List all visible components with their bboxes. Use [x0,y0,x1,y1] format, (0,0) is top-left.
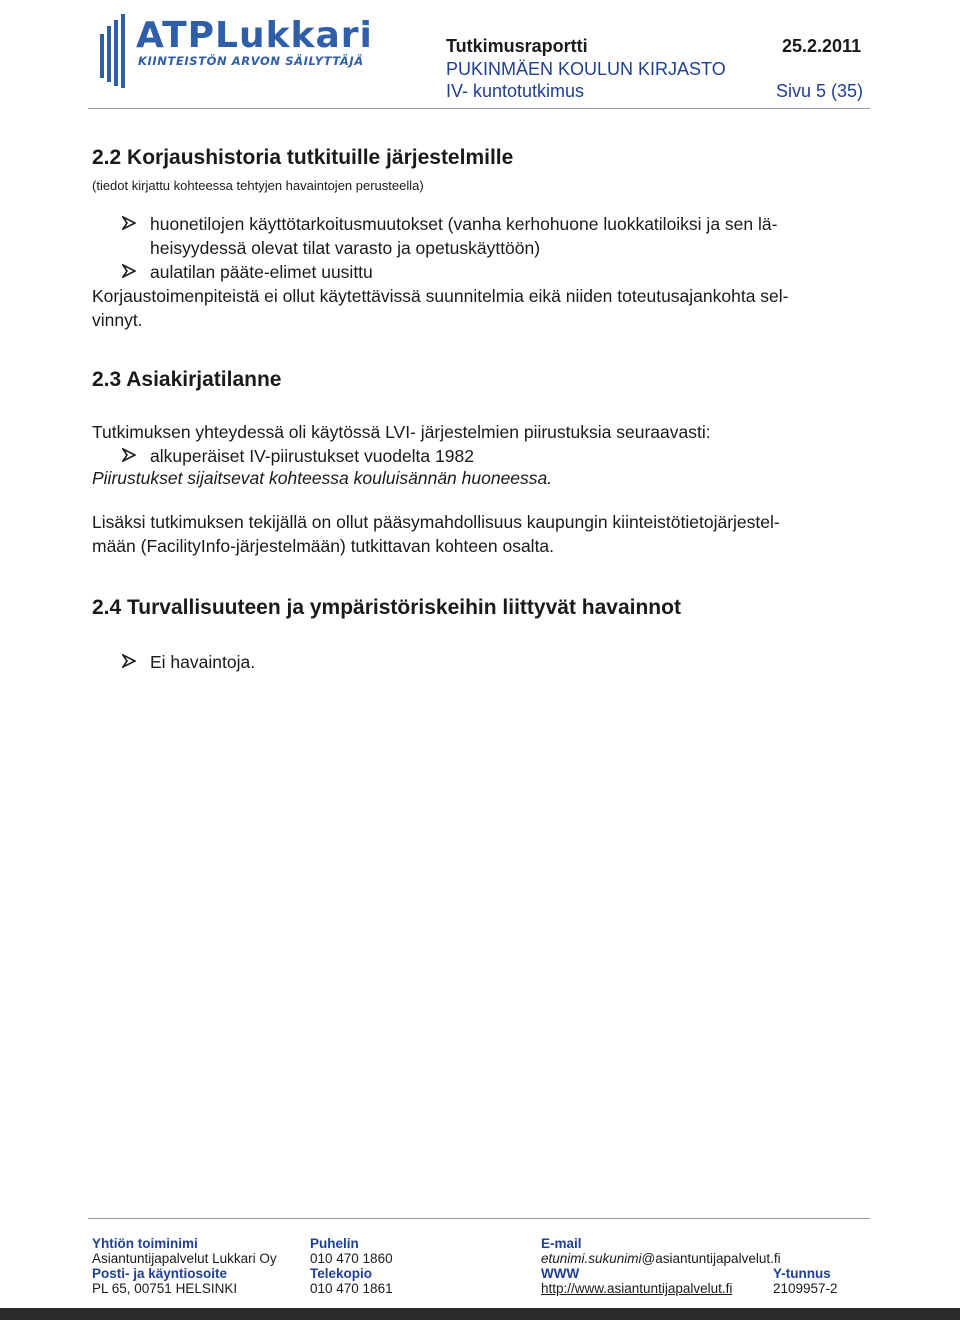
footer-email-label: E-mail [541,1236,582,1251]
footer-address-label: Posti- ja käyntiosoite [92,1266,228,1281]
italic-note: Piirustukset sijaitsevat kohteessa kouluisännän huoneessa. [92,468,553,488]
section-heading-2-2: 2.2 Korjaushistoria tutkituille järjestelmille [92,146,514,169]
footer-www-label: WWW [541,1266,580,1281]
paragraph-line: mään (FacilityInfo-järjestelmään) tutkittavan kohteen osalta. [92,536,555,556]
paragraph-line: vinnyt. [92,310,143,330]
logo-bars-icon [100,12,130,88]
footer-ytunnus-label: Y-tunnus [773,1266,831,1281]
footer-divider [88,1218,870,1219]
bullet-arrow-icon [122,654,136,668]
footer-phone-value: 010 470 1860 [310,1251,393,1266]
email-domain-part: @asiantuntijapalvelut.fi [641,1251,781,1266]
report-date: 25.2.2011 [782,36,862,56]
list-item: huonetilojen käyttötarkoitusmuutokset (vanha kerhohuone luokkatiloiksi ja sen lä- [150,214,778,234]
header-divider [88,108,870,109]
email-name-part: etunimi.sukunimi [541,1251,642,1266]
bullet-arrow-icon [122,264,136,278]
section-heading-2-3: 2.3 Asiakirjatilanne [92,368,282,391]
company-logo [96,8,396,88]
footer-address-value: PL 65, 00751 HELSINKI [92,1281,238,1296]
page-number: Sivu 5 (35) [776,81,864,101]
paragraph-line: Tutkimuksen yhteydessä oli käytössä LVI- järjestelmien piirustuksia seuraavasti: [92,422,711,442]
footer-company-label: Yhtiön toiminimi [92,1236,198,1251]
footer-ytunnus-value: 2109957-2 [773,1281,838,1296]
footer-fax-label: Telekopio [310,1266,373,1281]
bullet-arrow-icon [122,448,136,462]
footer-company-value: Asiantuntijapalvelut Lukkari Oy [92,1251,277,1266]
section-note: (tiedot kirjattu kohteessa tehtyjen havaintojen perusteella) [92,178,424,193]
list-item: alkuperäiset IV-piirustukset vuodelta 1982 [150,446,474,466]
list-item: Ei havaintoja. [150,652,256,672]
footer-phone-label: Puhelin [310,1236,359,1251]
paragraph-line: Lisäksi tutkimuksen tekijällä on ollut pääsymahdollisuus kaupungin kiinteistötietojärjestel- [92,512,780,532]
report-type: Tutkimusraportti [446,36,588,56]
document-type: IV- kuntotutkimus [446,81,585,101]
footer-email-value[interactable] [541,1251,781,1266]
section-heading-2-4: 2.4 Turvallisuuteen ja ympäristöriskeihin liittyvät havainnot [92,596,681,619]
list-item: aulatilan pääte-elimet uusittu [150,262,373,282]
report-subject: PUKINMÄEN KOULUN KIRJASTO [446,59,726,79]
logo-text: ATPLukkari [136,15,373,56]
bottom-bar [0,1308,960,1320]
footer-fax-value: 010 470 1861 [310,1281,393,1296]
paragraph-line: Korjaustoimenpiteistä ei ollut käytettävissä suunnitelmia eikä niiden toteutusajankohta sel- [92,286,789,306]
bullet-arrow-icon [122,216,136,230]
footer-www-link[interactable]: http://www.asiantuntijapalvelut.fi [541,1281,733,1296]
logo-tagline: KIINTEISTÖN ARVON SÄILYTTÄJÄ [138,54,364,68]
list-item-continuation: heisyydessä olevat tilat varasto ja opetuskäyttöön) [150,238,541,258]
